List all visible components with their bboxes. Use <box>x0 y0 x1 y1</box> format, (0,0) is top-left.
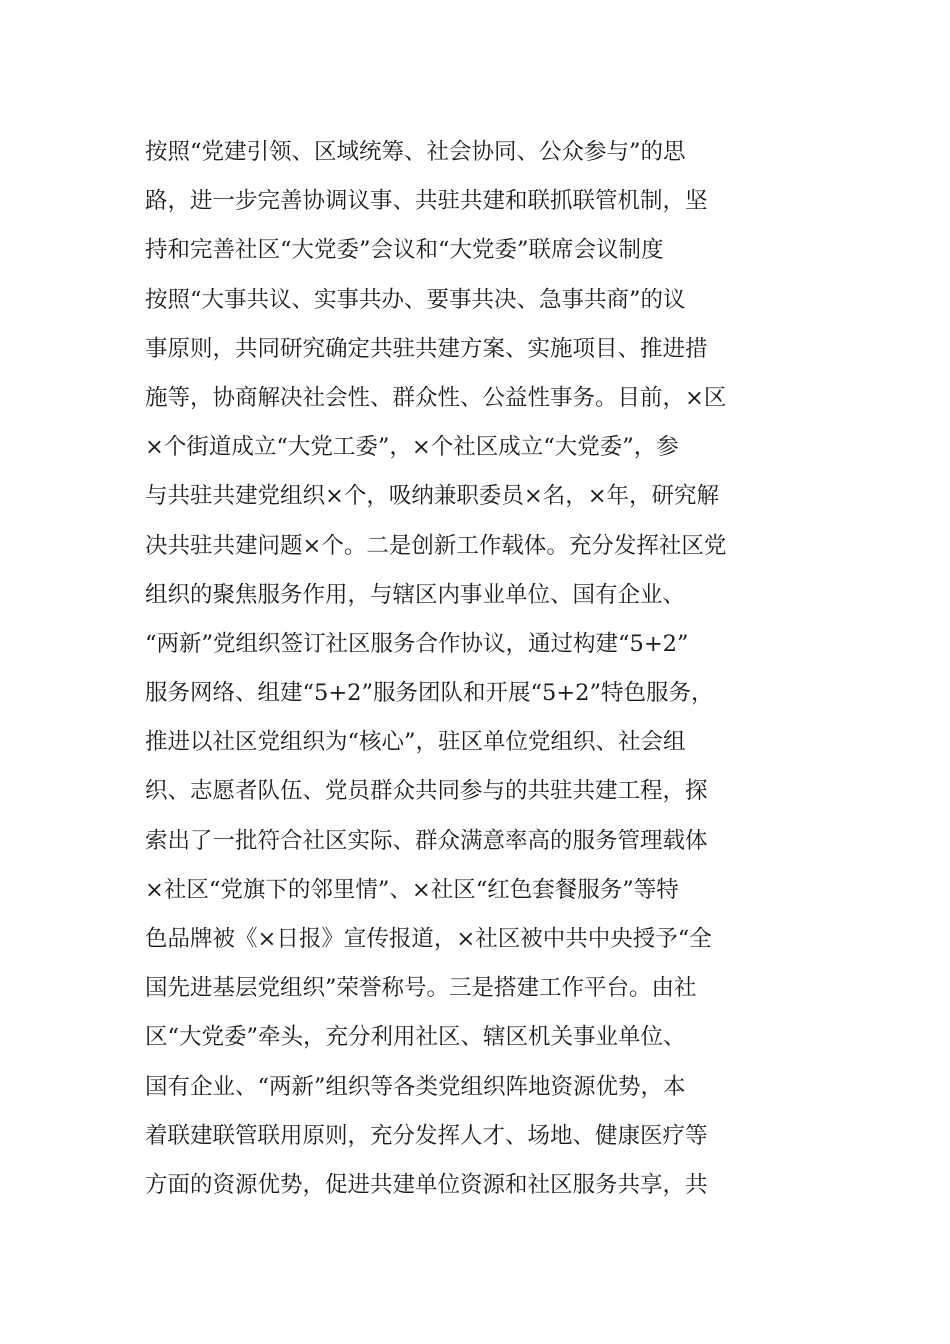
text-line: 索出了一批符合社区实际、群众满意率高的服务管理载体 <box>145 827 708 854</box>
text-line: 推进以社区党组织为“核心”，驻区单位党组织、社会组 <box>145 729 686 756</box>
text-line: 事原则，共同研究确定共驻共建方案、实施项目、推进措 <box>145 335 708 362</box>
text-line: “两新”党组织签订社区服务合作协议，通过构建“5+2” <box>145 630 689 657</box>
text-line: 色品牌被《×日报》宣传报道，×社区被中共中央授予“全 <box>145 926 712 952</box>
body-paragraph <box>145 128 845 1210</box>
text-line: 与共驻共建党组织×个，吸纳兼职委员×名，×年，研究解 <box>145 483 720 510</box>
text-line: 决共驻共建问题×个。二是创新工作载体。充分发挥社区党 <box>145 532 727 559</box>
text-line: 按照“党建引领、区域统筹、社会协同、公众参与”的思 <box>145 139 686 165</box>
text-line: 持和完善社区“大党委”会议和“大党委”联席会议制度 <box>145 237 664 264</box>
text-line: 国先进基层党组织”荣誉称号。三是搭建工作平台。由社 <box>145 975 697 1002</box>
text-line: ×社区“党旗下的邻里情”、×社区“红色套餐服务”等特 <box>145 876 679 903</box>
text-line: 区“大党委”牵头，充分利用社区、辖区机关事业单位、 <box>145 1024 686 1051</box>
text-line: 织、志愿者队伍、党员群众共同参与的共驻共建工程，探 <box>145 778 708 805</box>
text-line: 组织的聚焦服务作用，与辖区内事业单位、国有企业、 <box>145 581 686 608</box>
text-line: 方面的资源优势，促进共建单位资源和社区服务共享，共 <box>145 1171 708 1198</box>
text-line: 按照“大事共议、实事共办、要事共决、急事共商”的议 <box>145 286 686 313</box>
text-line: 施等，协商解决社会性、群众性、公益性事务。目前，×区 <box>145 384 727 411</box>
text-line: 路，进一步完善协调议事、共驻共建和联抓联管机制，坚 <box>145 188 708 215</box>
text-line: 服务网络、组建“5+2”服务团队和开展“5+2”特色服务， <box>145 680 714 707</box>
text-line: ×个街道成立“大党工委”，×个社区成立“大党委”，参 <box>145 434 679 461</box>
text-line: 国有企业、“两新”组织等各类党组织阵地资源优势，本 <box>145 1073 686 1100</box>
text-line: 着联建联管联用原则，充分发挥人才、场地、健康医疗等 <box>145 1122 708 1149</box>
